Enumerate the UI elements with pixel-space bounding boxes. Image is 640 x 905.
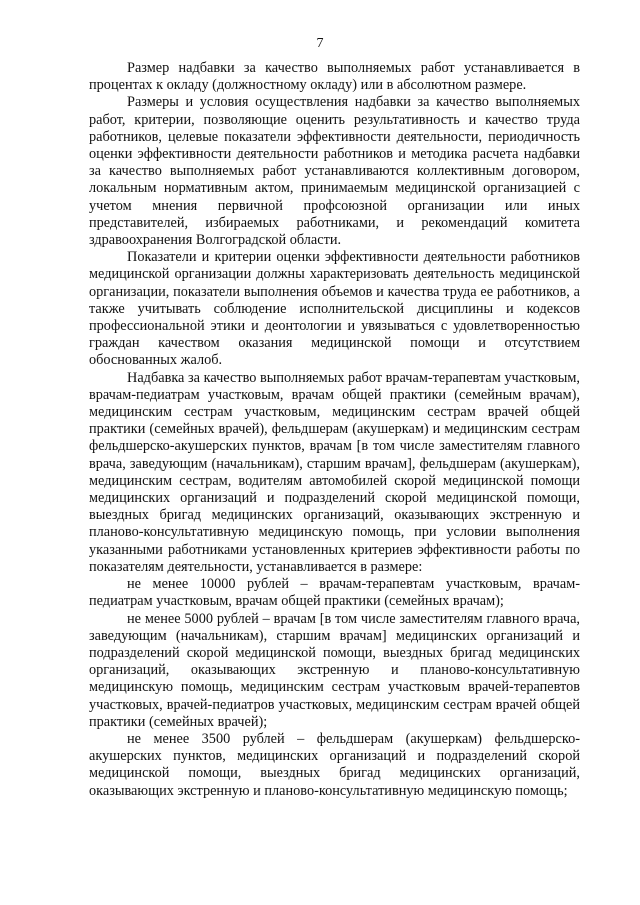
paragraph-bonus-size: Размер надбавки за качество выполняемых работ устанавливается в процентах к окладу (должностному окладу) или в абсолютном размере.	[89, 60, 580, 94]
paragraph-bonus-conditions: Размеры и условия осуществления надбавки за качество выполняемых работ, критерии, позволяющие оценить результативность и качество труда работников, целевые показатели эффективности деятельности, периодичность оценки эффективности деятельности работников и методика расчета надбавки за качество выполняемых работ устанавливаются коллективным договором, локальным нормативным актом, принимаемым медицинской организацией с учетом мнения первичной профсоюзной организации или иных представителей, избираемых работниками, и рекомендаций комитета здравоохранения Волгоградской области.	[89, 94, 580, 249]
paragraph-amount-5000: не менее 5000 рублей – врачам [в том числе заместителям главного врача, заведующим (начальникам), старшим врачам] медицинских организаций и подразделений скорой медицинской помощи, выездных бригад медицинских организаций, оказывающих экстренную и планово-консультативную медицинскую помощь, медицинским сестрам участковым врачей-терапевтов участковых, врачей-педиатров участковых, медицинским сестрам врачей общей практики (семейных врачей);	[89, 610, 580, 730]
paragraph-bonus-recipients: Надбавка за качество выполняемых работ врачам-терапевтам участковым, врачам-педиатрам участковым, врачам общей практики (семейным врачам), медицинским сестрам участковым, медицинским сестрам врачей общей практики (семейных врачей), фельдшерам (акушеркам) и медицинским сестрам фельдшерско-акушерских пунктов, врачам [в том числе заместителям главного врача, заведующим (начальникам), старшим врачам], фельдшерам (акушеркам), медицинским сестрам, водителям автомобилей скорой медицинской помощи медицинских организаций и подразделений скорой медицинской помощи, выездных бригад медицинских организаций, оказывающих экстренную и планово-консультативную медицинскую помощь, при условии выполнения указанными работниками установленных критериев эффективности работы по показателям деятельности, устанавливается в размере:	[89, 369, 580, 575]
paragraph-amount-3500: не менее 3500 рублей – фельдшерам (акушеркам) фельдшерско-акушерских пунктов, медицинских организаций и подразделений скорой медицинской помощи, выездных бригад медицинских организаций, оказывающих экстренную и планово-консультативную медицинскую помощь;	[89, 730, 580, 799]
paragraph-evaluation-criteria: Показатели и критерии оценки эффективности деятельности работников медицинской организации должны характеризовать деятельность медицинской организации, показатели выполнения объемов и качества труда ее работников, а также учитывать соблюдение исполнительской дисциплины и кодексов профессиональной этики и деонтологии и увязываться с удовлетворенностью граждан качеством оказания медицинской помощи и отсутствием обоснованных жалоб.	[89, 249, 580, 369]
document-body	[89, 60, 580, 800]
page-number: 7	[316, 36, 324, 51]
paragraph-amount-10000: не менее 10000 рублей – врачам-терапевтам участковым, врачам-педиатрам участковым, врачам общей практики (семейных врачам);	[89, 576, 580, 610]
